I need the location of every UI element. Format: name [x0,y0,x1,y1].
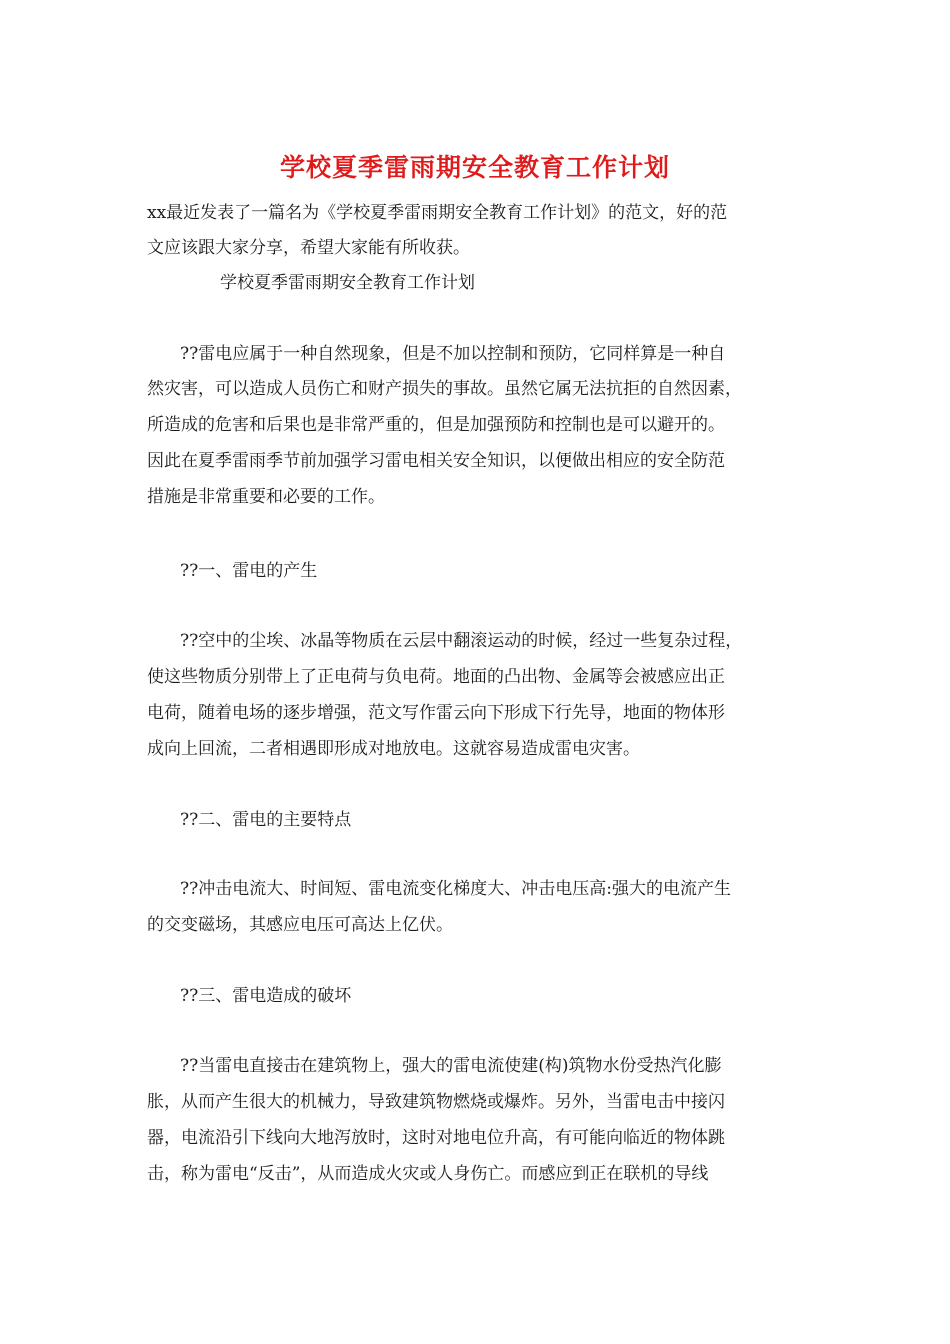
paragraph-1-line-3: 所造成的危害和后果也是非常严重的，但是加强预防和控制也是可以避开的。 [147,415,725,435]
intro-line-1: xx最近发表了一篇名为《学校夏季雷雨期安全教育工作计划》的范文，好的范 [147,203,728,223]
section-heading-1: ??一、雷电的产生 [180,561,318,581]
paragraph-4-line-4: 击，称为雷电“反击”，从而造成火灾或人身伤亡。而感应到正在联机的导线 [147,1164,709,1184]
section-heading-2: ??二、雷电的主要特点 [180,810,352,830]
section-heading-3: ??三、雷电造成的破坏 [180,986,352,1006]
paragraph-2-line-2: 使这些物质分别带上了正电荷与负电荷。地面的凸出物、金属等会被感应出正 [147,667,725,687]
intro-line-2: 文应该跟大家分享，希望大家能有所收获。 [147,238,470,258]
document-title: 学校夏季雷雨期安全教育工作计划 [279,153,670,182]
paragraph-2-line-3: 电荷，随着电场的逐步增强，范文写作雷云向下形成下行先导，地面的物体形 [147,703,725,723]
paragraph-1-line-5: 措施是非常重要和必要的工作。 [147,487,385,507]
paragraph-1-line-1: ??雷电应属于一种自然现象，但是不加以控制和预防，它同样算是一种自 [180,344,726,364]
paragraph-3-line-1: ??冲击电流大、时间短、雷电流变化梯度大、冲击电压高:强大的电流产生 [180,879,731,899]
paragraph-3-line-2: 的交变磁场，其感应电压可高达上亿伏。 [147,915,453,935]
paragraph-4-line-1: ??当雷电直接击在建筑物上，强大的雷电流使建(构)筑物水份受热汽化膨 [180,1056,722,1076]
paragraph-1-line-4: 因此在夏季雷雨季节前加强学习雷电相关安全知识，以便做出相应的安全防范 [147,451,725,471]
paragraph-4-line-3: 器，电流沿引下线向大地泻放时，这时对地电位升高，有可能向临近的物体跳 [147,1128,725,1148]
paragraph-4-line-2: 胀，从而产生很大的机械力，导致建筑物燃烧或爆炸。另外，当雷电击中接闪 [147,1092,725,1112]
document-subtitle: 学校夏季雷雨期安全教育工作计划 [220,273,475,293]
paragraph-2-line-4: 成向上回流，二者相遇即形成对地放电。这就容易造成雷电灾害。 [147,739,640,759]
paragraph-2-line-1: ??空中的尘埃、冰晶等物质在云层中翻滚运动的时候，经过一些复杂过程， [180,631,743,651]
paragraph-1-line-2: 然灾害，可以造成人员伤亡和财产损失的事故。虽然它属无法抗拒的自然因素， [147,379,742,399]
